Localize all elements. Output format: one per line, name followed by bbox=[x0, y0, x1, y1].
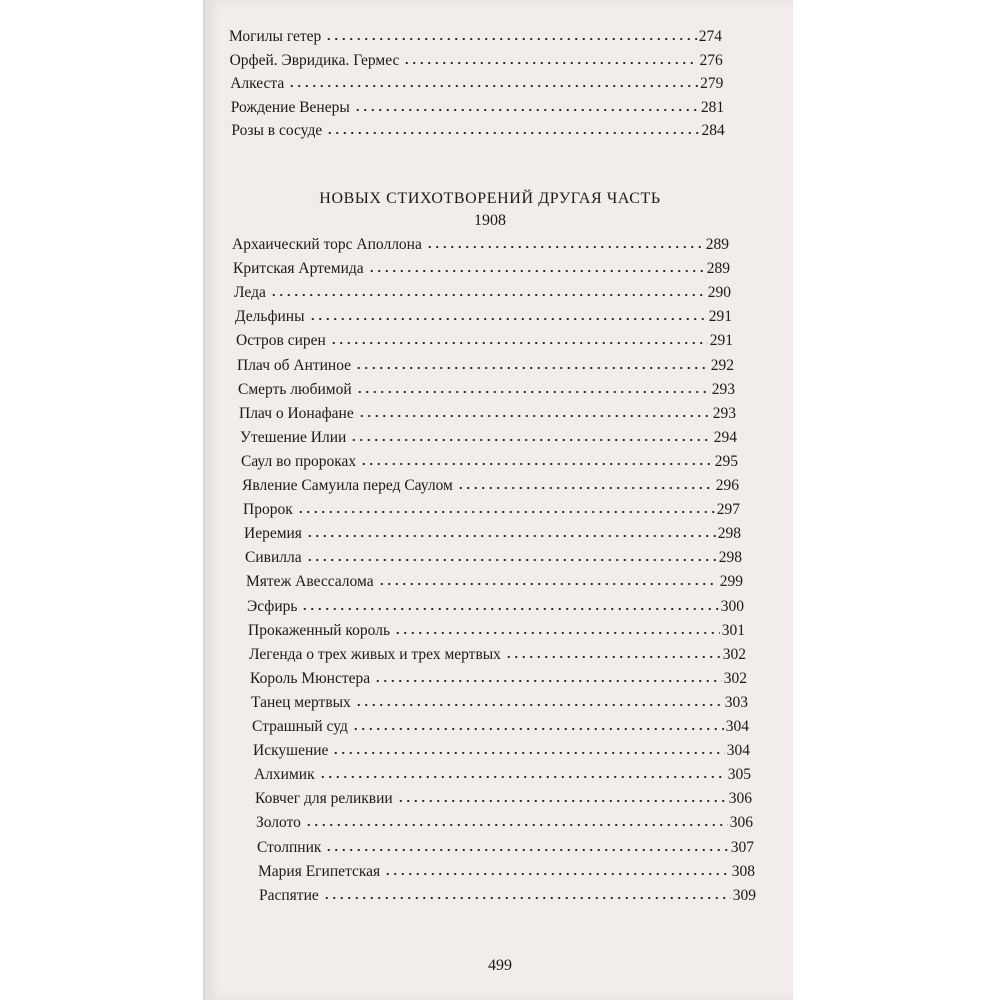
toc-entry-page: 291 bbox=[709, 332, 733, 350]
toc-entry-page: 309 bbox=[732, 886, 756, 904]
toc-entry-title: Леда bbox=[234, 284, 266, 302]
toc-entry-title: Саул во пророках bbox=[241, 452, 357, 470]
toc-entry-title: Столпник bbox=[257, 838, 322, 856]
dot-leader bbox=[384, 862, 730, 876]
toc-entry bbox=[231, 98, 724, 120]
toc-entry bbox=[257, 838, 754, 860]
toc-entry bbox=[234, 283, 731, 305]
toc-entry-page: 296 bbox=[715, 477, 739, 494]
toc-entry-page: 290 bbox=[707, 284, 731, 302]
toc-entry-page: 298 bbox=[718, 549, 742, 567]
toc-entry bbox=[248, 621, 745, 643]
toc-entry bbox=[230, 74, 723, 96]
toc-entry-title: Прокаженный король bbox=[248, 621, 391, 639]
dot-leader bbox=[457, 476, 714, 490]
dot-leader bbox=[309, 307, 707, 321]
toc-entry-page: 295 bbox=[714, 452, 738, 470]
dot-leader bbox=[301, 597, 718, 611]
dot-leader bbox=[325, 27, 696, 41]
toc-entry-title: Розы в сосуде bbox=[231, 122, 323, 139]
toc-entry-page: 301 bbox=[721, 621, 745, 639]
toc-entry bbox=[242, 476, 739, 498]
toc-entry-title: Страшный суд bbox=[252, 718, 348, 735]
toc-entry-title: Ковчег для реликвии bbox=[255, 790, 393, 808]
toc-entry-title: Критская Артемида bbox=[233, 260, 364, 278]
dot-leader bbox=[305, 813, 728, 827]
toc-entry bbox=[258, 862, 755, 884]
dot-leader bbox=[306, 524, 716, 538]
toc-entry-page: 300 bbox=[720, 597, 744, 615]
toc-entry-title: Мария Египетская bbox=[258, 862, 381, 880]
dot-leader bbox=[355, 356, 709, 370]
toc-entry-page: 289 bbox=[706, 260, 730, 278]
toc-entry bbox=[232, 235, 729, 257]
toc-entry-title: Король Мюнстера bbox=[250, 669, 371, 687]
toc-entry-page: 304 bbox=[725, 718, 749, 735]
toc-entry-page: 284 bbox=[701, 122, 725, 139]
dot-leader bbox=[368, 259, 705, 273]
toc-entry-title: Рождение Венеры bbox=[230, 98, 350, 116]
toc-entry-page: 297 bbox=[716, 501, 740, 519]
dot-leader bbox=[360, 452, 713, 466]
toc-entry-page: 302 bbox=[722, 645, 746, 663]
toc-entry-title: Явление Самуила перед Саулом bbox=[242, 477, 453, 494]
toc-entry bbox=[251, 693, 748, 715]
dot-leader bbox=[270, 283, 706, 297]
dot-leader bbox=[356, 380, 710, 394]
toc-entry-title: Распятие bbox=[259, 886, 319, 904]
toc-entry-title: Золото bbox=[256, 814, 301, 832]
toc-entry-page: 281 bbox=[700, 98, 725, 116]
toc-entry-title: Легенда о трех живых и трех мертвых bbox=[249, 645, 501, 663]
toc-entry bbox=[252, 717, 749, 739]
page-number: 499 bbox=[488, 957, 512, 974]
toc-entry-title: Пророк bbox=[243, 501, 293, 519]
dot-leader bbox=[319, 765, 726, 779]
toc-entry-page: 299 bbox=[719, 573, 743, 591]
toc-entry-page: 294 bbox=[713, 428, 737, 446]
toc-entry bbox=[255, 789, 752, 811]
dot-leader bbox=[326, 121, 699, 135]
toc-entry-page: 306 bbox=[729, 814, 753, 832]
toc-entry-title: Утешение Илии bbox=[240, 428, 347, 446]
toc-entry-page: 291 bbox=[708, 308, 732, 326]
toc-entry-page: 293 bbox=[711, 380, 735, 398]
toc-entry bbox=[246, 572, 743, 594]
dot-leader bbox=[325, 838, 728, 852]
toc-entry bbox=[254, 765, 751, 787]
toc-entry-page: 308 bbox=[731, 862, 755, 880]
toc-entry bbox=[247, 597, 744, 619]
toc-entry-page: 304 bbox=[726, 742, 750, 760]
toc-entry bbox=[245, 548, 742, 570]
toc-entry-page: 274 bbox=[698, 28, 722, 45]
toc-entry-title: Остров сирен bbox=[236, 332, 326, 350]
dot-leader bbox=[297, 500, 715, 514]
dot-leader bbox=[350, 428, 711, 442]
toc-entry bbox=[250, 669, 747, 691]
dot-leader bbox=[397, 789, 727, 803]
toc-entry-title: Танец мертвых bbox=[251, 693, 351, 711]
dot-leader bbox=[352, 717, 724, 731]
toc-entry bbox=[243, 500, 740, 522]
toc-entry bbox=[241, 452, 738, 474]
toc-entry-title: Эсфирь bbox=[247, 597, 298, 615]
dot-leader bbox=[330, 331, 708, 345]
toc-entry bbox=[230, 51, 723, 73]
toc-entry bbox=[229, 27, 722, 49]
toc-entry-title: Смерть любимой bbox=[238, 380, 352, 398]
toc-entry-title: Сивилла bbox=[245, 549, 302, 567]
toc-entry bbox=[253, 741, 750, 763]
dot-leader bbox=[394, 621, 720, 635]
toc-entry-title: Алкеста bbox=[230, 75, 285, 92]
toc-entry bbox=[259, 886, 756, 908]
dot-leader bbox=[374, 669, 722, 683]
toc-entry-title: Могилы гетер bbox=[229, 28, 322, 45]
dot-leader bbox=[323, 886, 731, 900]
dot-leader bbox=[426, 235, 704, 249]
toc-entry-title: Плач об Антиное bbox=[237, 356, 352, 374]
toc-entry-page: 292 bbox=[710, 356, 734, 374]
dot-leader bbox=[378, 572, 718, 586]
toc-entry-page: 303 bbox=[724, 693, 748, 711]
toc-entry bbox=[231, 121, 724, 143]
toc-entry-page: 298 bbox=[717, 525, 741, 543]
dot-leader bbox=[403, 51, 697, 65]
toc-entry-title: Искушение bbox=[253, 742, 329, 760]
toc-entry bbox=[235, 307, 732, 329]
toc-entry-page: 306 bbox=[728, 790, 752, 808]
toc-entry-title: Дельфины bbox=[235, 308, 305, 326]
toc-entry-page: 276 bbox=[699, 51, 723, 69]
toc-entry-page: 307 bbox=[730, 838, 754, 856]
toc-entry-page: 293 bbox=[712, 404, 736, 422]
toc-entry-title: Орфей. Эвридика. Гермес bbox=[229, 51, 400, 69]
toc-entry-page: 302 bbox=[723, 669, 747, 687]
dot-leader bbox=[355, 693, 723, 707]
toc-entry-title: Архаический торс Аполлона bbox=[232, 236, 422, 253]
toc-entry-page: 279 bbox=[700, 75, 724, 92]
toc-entry-title: Плач о Ионафане bbox=[239, 404, 354, 422]
section-year: 1908 bbox=[474, 212, 506, 229]
toc-entry-title: Алхимик bbox=[254, 766, 315, 784]
toc-entry-page: 305 bbox=[727, 766, 751, 784]
dot-leader bbox=[306, 548, 717, 562]
toc-entry-title: Иеремия bbox=[244, 525, 302, 543]
toc-entry bbox=[244, 524, 741, 546]
section-heading: НОВЫХ СТИХОТВОРЕНИЙ ДРУГАЯ ЧАСТЬ bbox=[319, 190, 661, 207]
toc-entry bbox=[256, 813, 753, 835]
toc-entry bbox=[233, 259, 730, 281]
dot-leader bbox=[288, 74, 698, 88]
dot-leader bbox=[332, 741, 724, 755]
toc-entry bbox=[240, 428, 737, 450]
dot-leader bbox=[505, 645, 721, 659]
dot-leader bbox=[354, 98, 699, 112]
toc-entry bbox=[249, 645, 746, 667]
toc-entry bbox=[239, 404, 736, 426]
toc-entry-title: Мятеж Авессалома bbox=[246, 573, 374, 591]
toc-entry-page: 289 bbox=[705, 236, 729, 253]
dot-leader bbox=[358, 404, 711, 418]
toc-entry bbox=[237, 356, 734, 378]
toc-entry bbox=[236, 331, 733, 353]
toc-entry bbox=[238, 380, 735, 402]
